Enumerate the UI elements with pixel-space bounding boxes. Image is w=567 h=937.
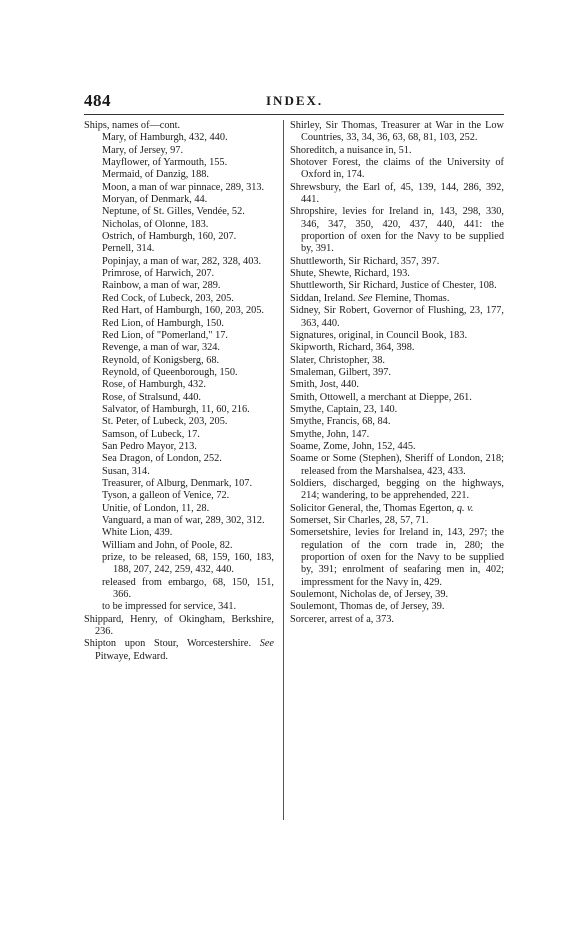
index-entry bbox=[290, 268, 504, 280]
index-entry bbox=[84, 268, 274, 280]
index-entry-text: to be impressed for service, 341. bbox=[102, 601, 237, 613]
index-entry bbox=[84, 342, 274, 354]
index-entry-text: Red Cock, of Lubeck, 203, 205. bbox=[102, 292, 234, 304]
index-entry bbox=[84, 120, 274, 132]
index-entry bbox=[84, 305, 274, 317]
index-entry bbox=[84, 231, 274, 243]
index-entry bbox=[290, 453, 504, 478]
index-entry bbox=[290, 416, 504, 428]
index-entry-text: Primrose, of Harwich, 207. bbox=[102, 268, 215, 280]
index-entry-text: Moryan, of Denmark, 44. bbox=[102, 194, 208, 206]
index-entry-text: released from embargo, 68, 150, 151, 366. bbox=[102, 576, 274, 601]
index-entry-text: Shute, Shewte, Richard, 193. bbox=[290, 268, 410, 280]
index-entry bbox=[84, 490, 274, 502]
index-entry-text: San Pedro Mayor, 213. bbox=[102, 440, 197, 452]
index-entry-text: Moon, a man of war pinnace, 289, 313. bbox=[102, 181, 265, 193]
index-column-right bbox=[290, 120, 504, 626]
index-entry bbox=[290, 392, 504, 404]
index-entry bbox=[290, 256, 504, 268]
index-entry bbox=[290, 120, 504, 145]
index-entry-text: Unitie, of London, 11, 28. bbox=[102, 502, 210, 514]
index-entry-text: Revenge, a man of war, 324. bbox=[102, 342, 220, 354]
index-entry bbox=[290, 429, 504, 441]
index-entry-text: Reynold, of Queenborough, 150. bbox=[102, 366, 238, 378]
index-entry-text: Mermaid, of Danzig, 188. bbox=[102, 169, 209, 181]
page-number: 484 bbox=[84, 91, 111, 110]
index-entry bbox=[290, 367, 504, 379]
index-entry bbox=[290, 157, 504, 182]
index-entry-text: Ships, names of—cont. bbox=[84, 120, 181, 131]
index-entry bbox=[290, 503, 504, 515]
index-entry bbox=[290, 515, 504, 527]
index-entry-text: Smith, Jost, 440. bbox=[290, 379, 359, 391]
index-entry-text: Treasurer, of Alburg, Denmark, 107. bbox=[102, 477, 253, 489]
index-entry-text: Vanguard, a man of war, 289, 302, 312. bbox=[102, 515, 265, 526]
index-entry bbox=[84, 466, 274, 478]
index-entry bbox=[84, 453, 274, 465]
index-entry bbox=[84, 577, 274, 602]
index-entry-text: Shuttleworth, Sir Richard, 357, 397. bbox=[290, 255, 440, 267]
index-entry-text: Signatures, original, in Council Book, 183. bbox=[290, 329, 468, 341]
index-entry bbox=[84, 478, 274, 490]
see-reference-label: See bbox=[259, 638, 275, 650]
index-entry bbox=[290, 527, 504, 589]
index-entry-text: Rose, of Hamburgh, 432. bbox=[102, 379, 206, 391]
index-entry-text: Red Lion, of "Pomerland," 17. bbox=[102, 329, 228, 341]
index-entry-text: Reynold, of Konigsberg, 68. bbox=[102, 354, 220, 366]
index-entry-text: Susan, 314. bbox=[102, 465, 150, 477]
index-entry-text: Solicitor General, the, Thomas Egerton, bbox=[290, 502, 455, 514]
index-entry-text: Soulemont, Nicholas de, of Jersey, 39. bbox=[290, 589, 449, 601]
index-entry-text: Soame or Some (Stephen), Sheriff of London, 218; released from the Marshalsea, 423, 433. bbox=[290, 453, 504, 477]
index-entry-text: Mary, of Hamburgh, 432, 440. bbox=[102, 132, 228, 144]
index-entry-text: Soldiers, discharged, begging on the highways, 214; wandering, to be apprehended, 221. bbox=[290, 477, 504, 502]
see-reference-target: Flemine, Thomas. bbox=[374, 292, 450, 304]
index-entry-text: Soame, Zome, John, 152, 445. bbox=[290, 440, 416, 452]
index-entry-text: Samson, of Lubeck, 17. bbox=[102, 428, 200, 440]
index-entry bbox=[290, 293, 504, 305]
index-entry bbox=[290, 404, 504, 416]
index-entry-text: Rose, of Stralsund, 440. bbox=[102, 391, 201, 403]
index-entry bbox=[84, 355, 274, 367]
index-entry-text: Somerset, Sir Charles, 28, 57, 71. bbox=[290, 515, 429, 526]
index-entry bbox=[84, 318, 274, 330]
index-entry bbox=[290, 601, 504, 613]
index-entry bbox=[84, 280, 274, 292]
index-entry-text: William and John, of Poole, 82. bbox=[102, 539, 233, 551]
index-entry bbox=[290, 182, 504, 207]
index-entry bbox=[84, 552, 274, 577]
index-entry bbox=[84, 182, 274, 194]
index-entry bbox=[84, 206, 274, 218]
index-entry bbox=[84, 601, 274, 613]
see-reference-label: q. v. bbox=[456, 502, 474, 514]
index-entry bbox=[84, 243, 274, 255]
index-entry bbox=[84, 614, 274, 639]
index-entry bbox=[290, 589, 504, 601]
index-entry bbox=[84, 256, 274, 268]
index-entry bbox=[84, 330, 274, 342]
index-entry-text: St. Peter, of Lubeck, 203, 205. bbox=[102, 416, 228, 428]
index-entry bbox=[84, 132, 274, 144]
index-entry-text: Somersetshire, levies for Ireland in, 143, 297; the regulation of the corn trade in, 280; the proportion of oxen for the Navy to be supplied by, 391; enrolment of seafaring men in, 402; impressment for the Navy in, 429. bbox=[290, 527, 504, 588]
index-entry-text: Smith, Ottowell, a merchant at Dieppe, 261. bbox=[290, 391, 472, 403]
index-entry bbox=[84, 404, 274, 416]
index-entry bbox=[84, 379, 274, 391]
index-entry-text: White Lion, 439. bbox=[102, 527, 173, 539]
index-entry-text: Popinjay, a man of war, 282, 328, 403. bbox=[102, 255, 262, 267]
index-entry-text: Ostrich, of Hamburgh, 160, 207. bbox=[102, 231, 237, 243]
index-entry bbox=[84, 441, 274, 453]
index-entry bbox=[290, 206, 504, 255]
index-entry-text: Shippard, Henry, of Okingham, Berkshire, 236. bbox=[84, 613, 274, 638]
index-entry-text: Pernell, 314. bbox=[102, 243, 155, 255]
index-entry bbox=[84, 515, 274, 527]
index-entry bbox=[84, 638, 274, 663]
index-entry-text: Siddan, Ireland. bbox=[290, 292, 356, 304]
index-entry-text: Nicholas, of Olonne, 183. bbox=[102, 218, 209, 230]
index-entry-text: Shuttleworth, Sir Richard, Justice of Chester, 108. bbox=[290, 280, 497, 292]
index-entry-text: Smythe, John, 147. bbox=[290, 428, 370, 440]
index-entry bbox=[84, 194, 274, 206]
index-entry bbox=[84, 367, 274, 379]
index-entry-text: Sea Dragon, of London, 252. bbox=[102, 453, 222, 465]
index-column-left bbox=[84, 120, 274, 663]
index-entry bbox=[290, 441, 504, 453]
index-entry-text: Shrewsbury, the Earl of, 45, 139, 144, 286, 392, 441. bbox=[290, 181, 504, 206]
index-entry bbox=[84, 416, 274, 428]
index-entry-text: Mary, of Jersey, 97. bbox=[102, 144, 184, 156]
index-entry-text: Shirley, Sir Thomas, Treasurer at War in the Low Countries, 33, 34, 36, 63, 68, 81, 103, 252. bbox=[290, 120, 504, 144]
index-entry-text: Skipworth, Richard, 364, 398. bbox=[290, 342, 415, 354]
index-entry-text: Smythe, Francis, 68, 84. bbox=[290, 416, 391, 428]
index-entry bbox=[84, 527, 274, 539]
index-entry bbox=[290, 280, 504, 292]
index-entry bbox=[84, 503, 274, 515]
index-entry-text: Sorcerer, arrest of a, 373. bbox=[290, 613, 394, 625]
index-entry bbox=[84, 540, 274, 552]
index-entry-text: Smythe, Captain, 23, 140. bbox=[290, 403, 398, 415]
index-entry bbox=[290, 145, 504, 157]
index-entry-text: Shipton upon Stour, Worcestershire. bbox=[84, 638, 252, 650]
index-entry-text: Neptune, of St. Gilles, Vendée, 52. bbox=[102, 206, 245, 218]
index-entry bbox=[84, 219, 274, 231]
see-reference-label: See bbox=[358, 292, 373, 304]
index-entry bbox=[84, 169, 274, 181]
index-entry bbox=[84, 392, 274, 404]
index-entry-text: Shoreditch, a nuisance in, 51. bbox=[290, 144, 412, 156]
index-entry-text: Smaleman, Gilbert, 397. bbox=[290, 366, 391, 378]
index-entry bbox=[84, 145, 274, 157]
index-entry-text: Red Hart, of Hamburgh, 160, 203, 205. bbox=[102, 305, 264, 317]
index-entry-text: Soulemont, Thomas de, of Jersey, 39. bbox=[290, 601, 445, 613]
index-entry-text: prize, to be released, 68, 159, 160, 183, 188, 207, 242, 259, 432, 440. bbox=[102, 552, 274, 576]
index-entry-text: Shropshire, levies for Ireland in, 143, 298, 330, 346, 347, 350, 420, 437, 440, 441: the proportion of oxen for the Navy to be supplied by, 391. bbox=[290, 206, 504, 255]
index-entry-text: Tyson, a galleon of Venice, 72. bbox=[102, 490, 230, 502]
header-rule bbox=[84, 114, 504, 115]
index-entry bbox=[290, 379, 504, 391]
index-entry bbox=[290, 330, 504, 342]
index-entry bbox=[290, 614, 504, 626]
index-entry-text: Salvator, of Hamburgh, 11, 60, 216. bbox=[102, 403, 250, 415]
index-entry-text: Shotover Forest, the claims of the University of Oxford in, 174. bbox=[290, 157, 504, 181]
index-entry-text: Sidney, Sir Robert, Governor of Flushing, 23, 177, 363, 440. bbox=[290, 305, 504, 329]
running-head: INDEX. bbox=[266, 93, 324, 108]
index-entry bbox=[84, 157, 274, 169]
index-entry bbox=[290, 305, 504, 330]
column-divider bbox=[283, 120, 284, 820]
see-reference-target: Pitwaye, Edward. bbox=[95, 650, 168, 662]
index-entry-text: Rainbow, a man of war, 289. bbox=[102, 280, 221, 292]
index-entry-text: Red Lion, of Hamburgh, 150. bbox=[102, 317, 224, 329]
index-entry-text: Slater, Christopher, 38. bbox=[290, 354, 385, 366]
index-entry bbox=[290, 342, 504, 354]
index-entry bbox=[84, 293, 274, 305]
index-entry bbox=[84, 429, 274, 441]
index-entry-text: Mayflower, of Yarmouth, 155. bbox=[102, 157, 228, 169]
index-entry bbox=[290, 355, 504, 367]
index-entry bbox=[290, 478, 504, 503]
